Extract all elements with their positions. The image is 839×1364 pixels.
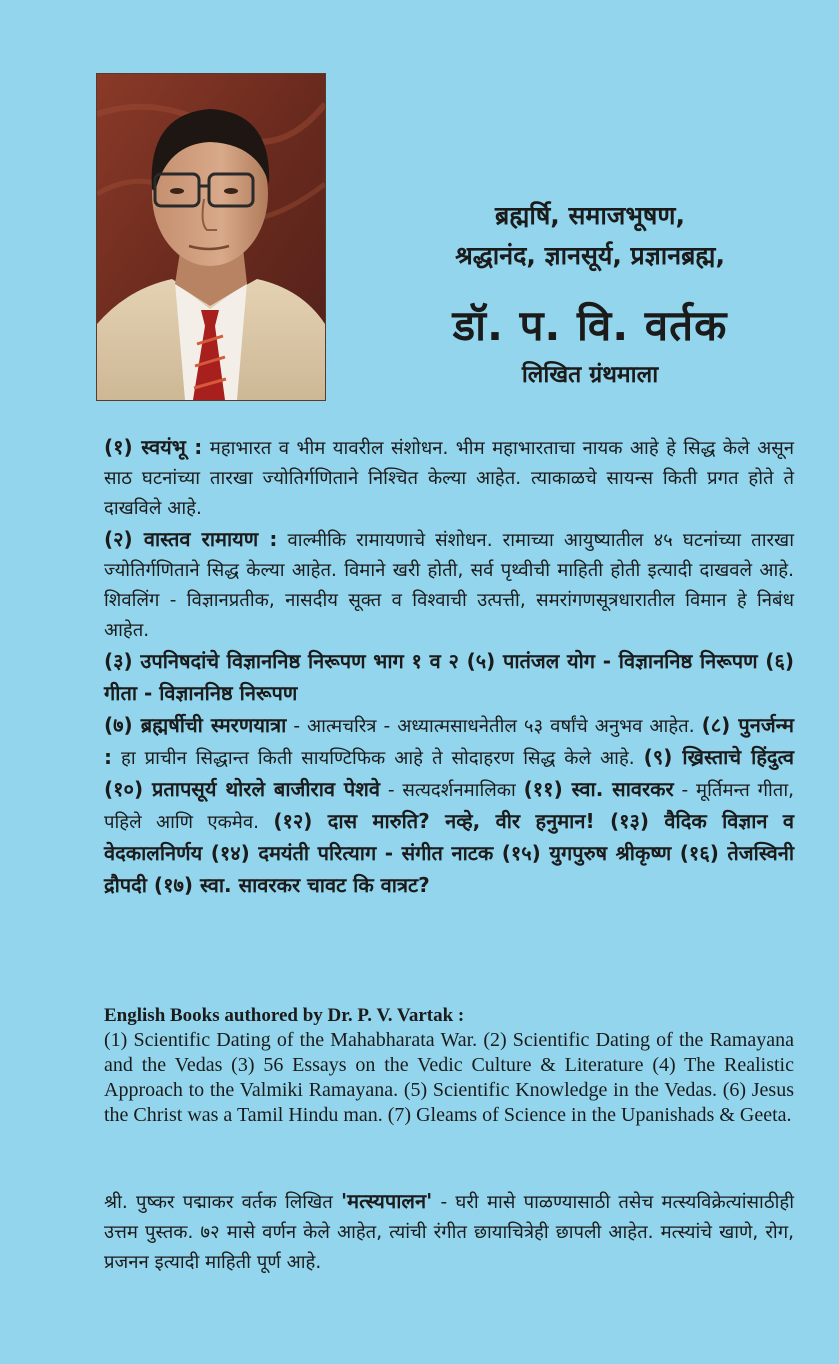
footer-book-title: 'मत्स्यपालन' (341, 1189, 433, 1213)
book-title-7: (७) ब्रह्मर्षीची स्मरणयात्रा (104, 713, 287, 737)
book-title-3: (३) उपनिषदांचे विज्ञाननिष्ठ निरूपण भाग १ व २ (५) पातंजल योग - विज्ञाननिष्ठ निरूपण (६) गीता - विज्ञाननिष्ठ निरूपण (104, 649, 794, 705)
book-title-1: (१) स्वयंभू : (104, 435, 203, 459)
book-title-12: (१२) दास मारुति? नव्हे, वीर हनुमान! (१३) वैदिक विज्ञान व वेदकालनिर्णय (१४) दमयंती परित्याग - संगीत नाटक (१५) युगपुरुष श्रीकृष्ण (१६) तेजस्विनी द्रौपदी (१७) स्वा. सावरकर चावट कि वात्रट? (104, 809, 794, 897)
book-title-8: (८) पुनर्जन्म : (104, 713, 794, 769)
book-desc-7: - आत्मचरित्र - अध्यात्मसाधनेतील ५३ वर्षांचे अनुभव आहेत. (286, 716, 702, 737)
author-name: डॉ. प. वि. वर्तक (452, 301, 728, 350)
english-heading: English Books authored by Dr. P. V. Vartak : (104, 1005, 465, 1026)
english-book-list: (1) Scientific Dating of the Mahabharata War. (2) Scientific Dating of the Ramayana and the Vedas (3) 56 Essays on the Vedic Culture & Literature (4) The Realistic Approach to the Valmiki Ramayana. (5) Scientific Knowledge in the Vedas. (6) Jesus the Christ was a Tamil Hindu man. (7) Gleams of Science in the Upanishads & Geeta. (104, 1029, 794, 1126)
footer-prefix: श्री. पुष्कर पद्माकर वर्तक लिखित (104, 1192, 342, 1213)
title-block (370, 196, 810, 392)
book-entry-7 (104, 710, 794, 902)
honorifics-line-1: ब्रह्मर्षि, समाजभूषण, (495, 201, 685, 230)
book-desc-1: महाभारत व भीम यावरील संशोधन. भीम महाभारताचा नायक आहे हे सिद्ध केले असून साठ घटनांच्या तारखा ज्योतिर्गणिताने निश्चित केल्या आहेत. त्याकाळचे सायन्स किती प्रगत होते ते दाखविले आहे. (104, 438, 794, 519)
book-entry-3 (104, 646, 794, 710)
english-books (104, 1003, 794, 1128)
book-entry-1 (104, 432, 794, 524)
footer-desc: - घरी मासे पाळण्यासाठी तसेच मत्स्यविक्रेत्यांसाठीही उत्तम पुस्तक. ७२ मासे वर्णन केले आहेत, त्यांची रंगीत छायाचित्रेही छापली आहेत. मत्स्यांचे खाणे, रोग, प्रजनन इत्यादी माहिती पूर्ण आहे. (104, 1192, 794, 1273)
book-entry-2 (104, 524, 794, 646)
book-desc-9: - सत्यदर्शनमालिका (380, 780, 524, 801)
book-desc-8: हा प्राचीन सिद्धान्त किती सायण्टिफिक आहे ते सोदाहरण सिद्ध केले आहे. (112, 748, 644, 769)
marathi-book-list (104, 432, 794, 902)
book-desc-2: वाल्मीकि रामायणाचे संशोधन. रामाच्या आयुष्यातील ४५ घटनांच्या तारखा ज्योतिर्गणिताने सिद्ध केल्या आहेत. विमाने खरी होती, सर्व पृथ्वीची माहिती होती इत्यादी दाखवले आहे. शिवलिंग - विज्ञानप्रतीक, नासदीय सूक्त व विश्वाची उत्पत्ती, समरांगणसूत्रधारातील विमान हे निबंध आहेत. (104, 530, 794, 641)
book-title-2: (२) वास्तव रामायण : (104, 527, 278, 551)
book-desc-11: - मूर्तिमन्त गीता, पहिले आणि एकमेव. (104, 780, 794, 833)
honorifics-line-2: श्रद्धानंद, ज्ञानसूर्य, प्रज्ञानब्रह्म, (455, 241, 725, 270)
book-title-11: (११) स्वा. सावरकर (523, 777, 674, 801)
series-subtitle: लिखित ग्रंथमाला (521, 362, 659, 388)
footer-note (104, 1186, 794, 1278)
book-title-9: (९) ख्रिस्ताचे हिंदुत्व (१०) प्रतापसूर्य थोरले बाजीराव पेशवे (104, 745, 794, 801)
author-portrait (96, 73, 326, 401)
